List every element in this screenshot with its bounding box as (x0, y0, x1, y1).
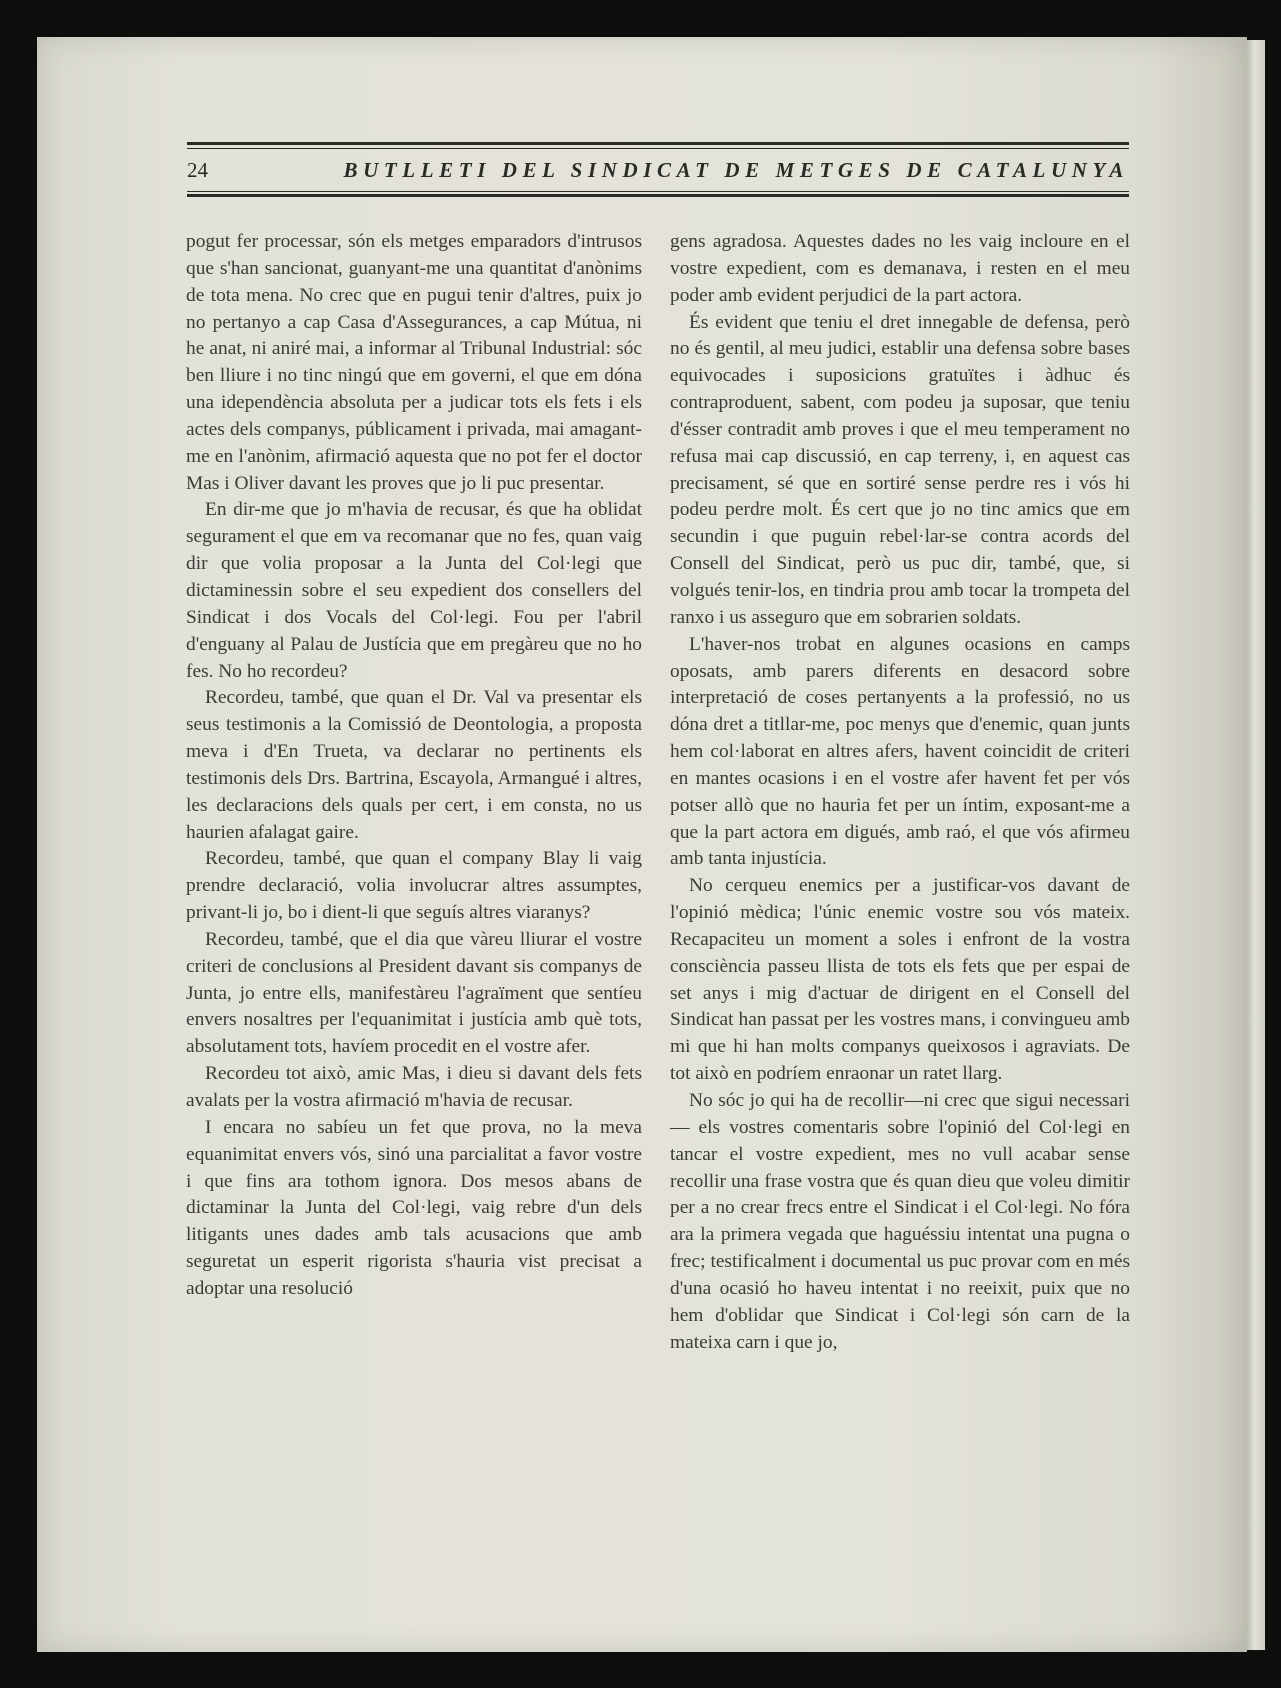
page-number: 24 (187, 157, 208, 182)
header-rule-top-thin (187, 148, 1129, 149)
header-rule-top (187, 142, 1129, 145)
header-rule-bottom-thin (187, 191, 1129, 192)
paragraph: En dir-me que jo m'havia de recusar, és que ha oblidat segurament el que em va recomanar que no fes, quan vaig dir que volia proposar a la Junta del Col·legi que dictaminessin sobre el seu expedient dos consellers del Sindicat i dos Vocals del Col·legi. Fou per l'abril d'enguany al Palau de Justícia que em pregàreu que no ho fes. No ho recordeu? (186, 499, 642, 682)
paragraph: Recordeu tot això, amic Mas, i dieu si davant dels fets avalats per la vostra afirmació m'havia de recusar. (186, 1063, 642, 1111)
left-column (186, 229, 642, 1303)
paragraph: gens agradosa. Aquestes dades no les vaig incloure en el vostre expedient, com es demanava, i resten en el meu poder amb evident perjudici de la part actora. (670, 231, 1130, 306)
paragraph: Recordeu, també, que quan el Dr. Val va presentar els seus testimonis a la Comissió de Deontologia, a proposta meva i d'En Trueta, va declarar no pertinents els testimonis dels Drs. Bartrina, Escayola, Armangué i altres, les declaracions dels quals per cert, i em consta, no us haurien afalagat gaire. (186, 687, 642, 843)
header-rule-bottom (187, 194, 1129, 197)
paragraph: Recordeu, també, que el dia que vàreu lliurar el vostre criteri de conclusions al President davant sis companys de Junta, jo entre ells, manifestàreu l'agraïment que sentíeu envers nosaltres per l'equanimitat i justícia amb què tots, absolutament tots, havíem procedit en el vostre afer. (186, 928, 642, 1058)
right-column (670, 229, 1130, 1356)
paragraph: No sóc jo qui ha de recollir—ni crec que sigui necessari— els vostres comentaris sobre l'opinió del Col·legi en tancar el vostre expedient, mes no vull acabar sense recollir una frase vostra que és quan dieu que voleu dimitir per a no crear frecs entre el Sindicat i el Col·legi. No fóra ara la primera vegada que haguéssiu intentat una pugna o frec; testificalment i documental us puc provar com en més d'una ocasió ho haveu intentat i no reeixit, puix que no hem d'oblidar que Sindicat i Col·legi són carn de la mateixa carn i que jo, (670, 1090, 1130, 1353)
paragraph: L'haver-nos trobat en algunes ocasions en camps oposats, amb parers diferents en desacord sobre interpretació de coses pertanyents a la professió, no us dóna dret a titllar-me, poc menys que d'enemic, quan junts hem col·laborat en altres afers, havent coincidit de criteri en mantes ocasions i en el vostre afer havent fet per vós potser allò que no hauria fet per un íntim, exposant-me a que la part actora em digués, amb raó, el que vós afirmeu amb tanta injustícia. (670, 633, 1130, 870)
paragraph: És evident que teniu el dret innegable de defensa, però no és gentil, al meu judici, establir una defensa sobre bases equivocades i suposicions gratuïtes i àdhuc és contraproduent, sabent, com podeu ja suposar, que teniu d'ésser contradit amb proves i que el meu temperament no refusa mai cap discussió, en cap terreny, i, en aquest cas precisament, sé que en sortiré sense perdre res i vós hi podeu perdre molt. És cert que jo no tinc amics que em secundin i que puguin rebel·lar-se contra acords del Consell del Sindicat, però us puc dir, també, que, si volgués tenir-los, en tindria prou amb tocar la trompeta del ranxo i us asseguro que em sobrarien soldats. (670, 311, 1130, 628)
paragraph: I encara no sabíeu un fet que prova, no la meva equanimitat envers vós, sinó una parcialitat a favor vostre i que fins ara tothom ignora. Dos mesos abans de dictaminar la Junta del Col·legi, vaig rebre d'un dels litigants unes dades amb tals acusacions que amb seguretat un esperit rigorista s'hauria vist precisat a adoptar una resolució (186, 1116, 642, 1299)
running-header (187, 142, 1129, 198)
paragraph: pogut fer processar, són els metges emparadors d'intrusos que s'han sancionat, guanyant-me una quantitat d'anònims de tota mena. No crec que en pugui tenir d'altres, puix jo no pertanyo a cap Casa d'Assegurances, a cap Mútua, ni he anat, ni aniré mai, a informar al Tribunal Industrial: sóc ben lliure i no tinc ningú que em governi, el que em dóna una idependència absoluta per a judicar tots els fets i els actes dels companys, públicament i privada, mai amagant-me en l'anònim, afirmació aquesta que no pot fer el doctor Mas i Oliver davant les proves que jo li puc presentar. (186, 231, 642, 494)
journal-title: BUTLLETI DEL SINDICAT DE METGES DE CATALUNYA (343, 157, 1129, 182)
header-row (187, 152, 1129, 188)
page-edge (1247, 40, 1265, 1650)
paragraph: No cerqueu enemics per a justificar-vos davant de l'opinió mèdica; l'únic enemic vostre sou vós mateix. Recapaciteu un moment a soles i enfront de la vostra consciència passeu llista de tots els fets que per espai de set anys i mig d'actuar de dirigent en el Consell del Sindicat han passat per les vostres mans, i convingueu amb mi que hi han molts companys queixosos i agraviats. De tot això en podríem enraonar un ratet llarg. (670, 875, 1130, 1085)
paragraph: Recordeu, també, que quan el company Blay li vaig prendre declaració, volia involucrar altres assumptes, privant-li jo, bo i dient-li que seguís altres viaranys? (186, 848, 642, 924)
